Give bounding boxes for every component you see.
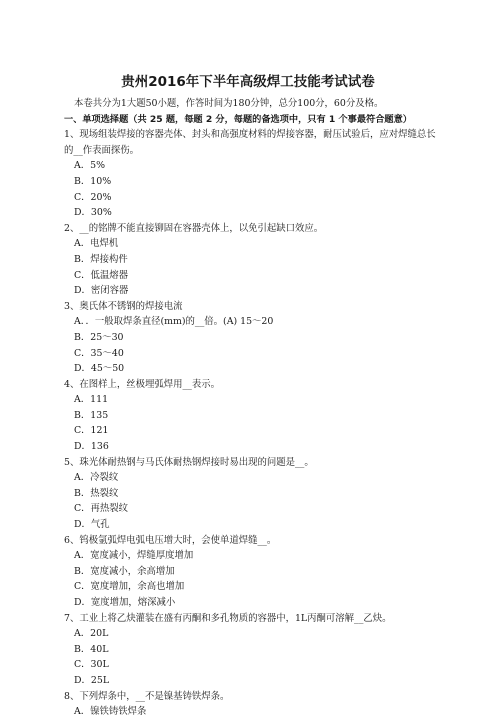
option-item: A．镍铁铸铁焊条 — [74, 706, 147, 718]
option-item: C．35～40 — [74, 347, 124, 359]
question-block — [64, 533, 436, 611]
option-item: A．冷裂纹 — [74, 472, 119, 484]
option-item: D．气孔 — [74, 519, 110, 531]
option-list — [64, 158, 436, 220]
option-item: C．宽度增加，余高也增加 — [74, 581, 185, 593]
option-list — [64, 314, 436, 376]
intro-text: 本卷共分为1大题50小题，作答时间为180分钟，总分100分，60分及格。 — [74, 98, 384, 109]
option-list — [64, 626, 436, 688]
option-item: A．宽度减小，焊缝厚度增加 — [74, 550, 194, 562]
question-stem: 7、工业上将乙炔灌装在盛有丙酮和多孔物质的容器中，1L丙酮可溶解__乙炔。 — [64, 612, 392, 624]
option-item: A．电焊机 — [74, 238, 119, 250]
document-title: 贵州2016年下半年高级焊工技能考试试卷 — [121, 74, 375, 90]
option-item: C．30L — [74, 659, 109, 671]
question-stem: 1、现场组装焊接的容器壳体、封头和高强度材料的焊接容器，耐压试验后，应对焊缝总长的__作表面探伤。 — [64, 129, 436, 156]
question-block — [64, 377, 436, 455]
question-stem: 6、钨极氩弧焊电弧电压增大时，会使单道焊缝__。 — [64, 534, 277, 546]
option-item: D．30% — [74, 207, 112, 219]
question-block — [64, 611, 436, 689]
option-list — [64, 470, 436, 532]
option-item: A．111 — [74, 394, 109, 406]
question-block — [64, 221, 436, 299]
document-body — [64, 96, 436, 720]
option-item: C．低温熔器 — [74, 269, 129, 281]
question-stem: 5、珠光体耐热钢与马氏体耐热钢焊接时易出现的问题是__。 — [64, 456, 314, 468]
question-stem: 8、下列焊条中，__不是镍基铸铁焊条。 — [64, 690, 230, 702]
option-item: D．宽度增加，熔深减小 — [74, 597, 176, 608]
question-stem: 2、__的铭牌不能直接铆固在容器壳体上，以免引起缺口效应。 — [64, 222, 324, 234]
option-item: B．焊接构件 — [74, 253, 128, 265]
option-item: D．密闭容器 — [74, 285, 129, 297]
option-list — [64, 236, 436, 298]
option-item: A．20L — [74, 628, 109, 640]
option-item: A．5% — [74, 160, 106, 172]
option-list — [64, 548, 436, 610]
option-item: C．121 — [74, 425, 109, 437]
question-block — [64, 127, 436, 221]
option-item: B．宽度减小，余高增加 — [74, 565, 175, 577]
option-list — [64, 392, 436, 454]
question-block — [64, 455, 436, 533]
question-block — [64, 689, 436, 720]
option-item: B．10% — [74, 175, 112, 187]
question-stem: 3、奥氏体不锈钢的焊接电流 — [64, 300, 183, 312]
option-item: B．135 — [74, 409, 109, 421]
option-item: D．136 — [74, 441, 109, 453]
option-item: B．40L — [74, 643, 109, 655]
option-item: B．热裂纹 — [74, 487, 119, 499]
option-item: B．25～30 — [74, 331, 124, 343]
option-item: D．45～50 — [74, 363, 125, 375]
option-item: C．再热裂纹 — [74, 503, 129, 515]
section-heading: 一、单项选择题（共 25 题，每题 2 分，每题的备选项中，只有 1 个事最符合题意） — [64, 113, 412, 125]
option-item: A．．一般取焊条直径(mm)的__倍。(A) 15～20 — [74, 316, 274, 328]
question-block — [64, 299, 436, 377]
option-list — [64, 704, 436, 720]
question-stem: 4、在图样上，丝极埋弧焊用__表示。 — [64, 378, 220, 390]
option-item: C．20% — [74, 191, 112, 203]
option-item: D．25L — [74, 674, 110, 686]
